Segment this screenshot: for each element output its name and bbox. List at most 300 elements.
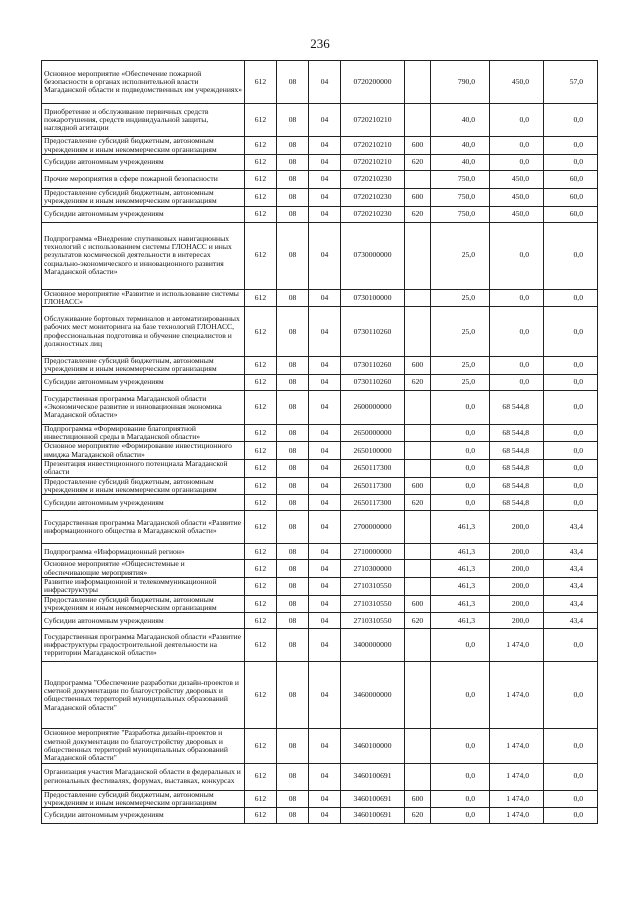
row-ved-cell: 612 <box>245 104 277 137</box>
row-subsection-cell: 04 <box>309 390 341 424</box>
row-section-cell: 08 <box>277 662 309 729</box>
row-amount-2-cell: 68 544,8 <box>490 495 544 511</box>
row-target-article-cell: 2700000000 <box>341 511 405 544</box>
row-subsection-cell: 04 <box>309 357 341 375</box>
row-ved-cell: 612 <box>245 374 277 390</box>
row-ved-cell: 612 <box>245 578 277 596</box>
row-section-cell: 08 <box>277 307 309 357</box>
row-target-article-cell: 3460100000 <box>341 729 405 763</box>
row-target-article-cell: 0720210210 <box>341 104 405 137</box>
row-subsection-cell: 04 <box>309 307 341 357</box>
row-subsection-cell: 04 <box>309 477 341 495</box>
table-row <box>42 763 598 790</box>
row-section-cell: 08 <box>277 390 309 424</box>
row-amount-3-cell: 0,0 <box>544 477 598 495</box>
row-amount-1-cell: 25,0 <box>431 222 490 289</box>
row-expense-type-cell: 620 <box>405 495 431 511</box>
row-subsection-cell: 04 <box>309 763 341 790</box>
row-target-article-cell: 2600000000 <box>341 390 405 424</box>
row-amount-2-cell: 450,0 <box>490 189 544 207</box>
table-row <box>42 206 598 222</box>
row-amount-2-cell: 68 544,8 <box>490 390 544 424</box>
row-amount-1-cell: 0,0 <box>431 662 490 729</box>
row-amount-3-cell: 43,4 <box>544 595 598 613</box>
row-amount-1-cell: 40,0 <box>431 104 490 137</box>
row-ved-cell: 612 <box>245 137 277 155</box>
table-row <box>42 61 598 104</box>
row-name-cell: Подпрограмма "Обеспечение разработки дизайн-проектов и сметной документации по благоустройству дворовых и общественных территорий муниципальных образований Магаданской области" <box>42 662 245 729</box>
row-subsection-cell: 04 <box>309 442 341 460</box>
row-subsection-cell: 04 <box>309 189 341 207</box>
table-row <box>42 495 598 511</box>
table-row <box>42 390 598 424</box>
row-name-cell: Государственная программа Магаданской области «Развитие инфраструктуры градостроительной деятельности на территории Магаданской области» <box>42 629 245 662</box>
row-amount-2-cell: 1 474,0 <box>490 763 544 790</box>
row-amount-2-cell: 1 474,0 <box>490 629 544 662</box>
table-row <box>42 477 598 495</box>
row-amount-2-cell: 450,0 <box>490 61 544 104</box>
row-subsection-cell: 04 <box>309 790 341 808</box>
row-amount-2-cell: 68 544,8 <box>490 442 544 460</box>
row-amount-2-cell: 0,0 <box>490 289 544 307</box>
row-ved-cell: 612 <box>245 424 277 442</box>
row-section-cell: 08 <box>277 104 309 137</box>
row-ved-cell: 612 <box>245 662 277 729</box>
table-row <box>42 511 598 544</box>
row-ved-cell: 612 <box>245 629 277 662</box>
row-subsection-cell: 04 <box>309 424 341 442</box>
row-section-cell: 08 <box>277 424 309 442</box>
row-subsection-cell: 04 <box>309 61 341 104</box>
row-amount-3-cell: 43,4 <box>544 560 598 578</box>
row-subsection-cell: 04 <box>309 613 341 629</box>
table-row <box>42 307 598 357</box>
row-amount-1-cell: 0,0 <box>431 442 490 460</box>
row-amount-2-cell: 0,0 <box>490 137 544 155</box>
row-name-cell: Субсидии автономным учреждениям <box>42 808 245 824</box>
row-subsection-cell: 04 <box>309 729 341 763</box>
row-name-cell: Предоставление субсидий бюджетным, автономным учреждениям и иным некоммерческим организациям <box>42 595 245 613</box>
row-amount-2-cell: 0,0 <box>490 104 544 137</box>
row-target-article-cell: 2710000000 <box>341 544 405 560</box>
row-name-cell: Основное мероприятие «Формирование инвестиционного имиджа Магаданской области» <box>42 442 245 460</box>
row-target-article-cell: 2650000000 <box>341 424 405 442</box>
row-amount-3-cell: 0,0 <box>544 790 598 808</box>
row-name-cell: Предоставление субсидий бюджетным, автономным учреждениям и иным некоммерческим организациям <box>42 137 245 155</box>
row-ved-cell: 612 <box>245 495 277 511</box>
row-name-cell: Субсидии автономным учреждениям <box>42 374 245 390</box>
row-amount-2-cell: 200,0 <box>490 613 544 629</box>
table-row <box>42 459 598 477</box>
row-expense-type-cell: 600 <box>405 357 431 375</box>
row-ved-cell: 612 <box>245 459 277 477</box>
row-name-cell: Приобретение и обслуживание первичных средств пожаротушения, средств индивидуальной защиты, наглядной агитации <box>42 104 245 137</box>
row-amount-3-cell: 60,0 <box>544 171 598 189</box>
row-section-cell: 08 <box>277 729 309 763</box>
row-expense-type-cell: 600 <box>405 595 431 613</box>
row-section-cell: 08 <box>277 578 309 596</box>
row-target-article-cell: 2710300000 <box>341 560 405 578</box>
row-target-article-cell: 0720210230 <box>341 171 405 189</box>
row-name-cell: Обслуживание бортовых терминалов и автоматизированных рабочих мест мониторинга на базе технологий ГЛОНАСС, профессиональная подготовка и обучение специалистов и должностных лиц <box>42 307 245 357</box>
row-amount-3-cell: 0,0 <box>544 459 598 477</box>
row-expense-type-cell: 600 <box>405 790 431 808</box>
row-subsection-cell: 04 <box>309 495 341 511</box>
row-amount-1-cell: 461,3 <box>431 544 490 560</box>
row-expense-type-cell <box>405 578 431 596</box>
row-amount-3-cell: 0,0 <box>544 763 598 790</box>
row-amount-3-cell: 0,0 <box>544 357 598 375</box>
row-subsection-cell: 04 <box>309 137 341 155</box>
row-target-article-cell: 3460000000 <box>341 662 405 729</box>
table-row <box>42 662 598 729</box>
row-section-cell: 08 <box>277 629 309 662</box>
row-amount-1-cell: 461,3 <box>431 560 490 578</box>
table-row <box>42 289 598 307</box>
table-row <box>42 104 598 137</box>
row-name-cell: Подпрограмма «Формирование благоприятной инвестиционной среды в Магаданской области» <box>42 424 245 442</box>
row-expense-type-cell: 600 <box>405 137 431 155</box>
row-amount-3-cell: 0,0 <box>544 424 598 442</box>
row-section-cell: 08 <box>277 137 309 155</box>
row-target-article-cell: 3460100691 <box>341 763 405 790</box>
table-row <box>42 442 598 460</box>
row-amount-3-cell: 60,0 <box>544 206 598 222</box>
row-amount-3-cell: 0,0 <box>544 155 598 171</box>
row-target-article-cell: 0730110260 <box>341 307 405 357</box>
row-section-cell: 08 <box>277 544 309 560</box>
row-target-article-cell: 2710310550 <box>341 613 405 629</box>
row-expense-type-cell: 600 <box>405 477 431 495</box>
row-amount-1-cell: 0,0 <box>431 729 490 763</box>
row-amount-1-cell: 0,0 <box>431 495 490 511</box>
row-expense-type-cell <box>405 442 431 460</box>
row-name-cell: Субсидии автономным учреждениям <box>42 613 245 629</box>
row-amount-3-cell: 0,0 <box>544 495 598 511</box>
row-amount-1-cell: 0,0 <box>431 477 490 495</box>
row-section-cell: 08 <box>277 357 309 375</box>
row-amount-3-cell: 43,4 <box>544 613 598 629</box>
row-amount-2-cell: 1 474,0 <box>490 808 544 824</box>
row-amount-3-cell: 0,0 <box>544 137 598 155</box>
row-ved-cell: 612 <box>245 307 277 357</box>
row-ved-cell: 612 <box>245 171 277 189</box>
row-section-cell: 08 <box>277 442 309 460</box>
row-amount-1-cell: 40,0 <box>431 137 490 155</box>
row-name-cell: Основное мероприятие «Развитие и использование системы ГЛОНАСС» <box>42 289 245 307</box>
row-amount-2-cell: 200,0 <box>490 578 544 596</box>
row-target-article-cell: 0720210210 <box>341 137 405 155</box>
row-ved-cell: 612 <box>245 357 277 375</box>
row-amount-1-cell: 25,0 <box>431 374 490 390</box>
row-target-article-cell: 2710310550 <box>341 578 405 596</box>
row-amount-2-cell: 0,0 <box>490 155 544 171</box>
row-ved-cell: 612 <box>245 560 277 578</box>
row-name-cell: Основное мероприятие "Разработка дизайн-проектов и сметной документации по благоустройству дворовых и общественных территорий муниципальных образований Магаданской области" <box>42 729 245 763</box>
row-name-cell: Предоставление субсидий бюджетным, автономным учреждениям и иным некоммерческим организациям <box>42 189 245 207</box>
row-expense-type-cell <box>405 560 431 578</box>
row-target-article-cell: 0730000000 <box>341 222 405 289</box>
table-row <box>42 189 598 207</box>
row-amount-1-cell: 461,3 <box>431 511 490 544</box>
row-target-article-cell: 0720200000 <box>341 61 405 104</box>
row-amount-1-cell: 750,0 <box>431 189 490 207</box>
row-ved-cell: 612 <box>245 442 277 460</box>
row-amount-1-cell: 40,0 <box>431 155 490 171</box>
row-ved-cell: 612 <box>245 155 277 171</box>
table-row <box>42 613 598 629</box>
page-number: 236 <box>310 36 330 51</box>
row-amount-3-cell: 0,0 <box>544 104 598 137</box>
row-expense-type-cell <box>405 544 431 560</box>
row-ved-cell: 612 <box>245 595 277 613</box>
row-ved-cell: 612 <box>245 222 277 289</box>
row-amount-1-cell: 0,0 <box>431 808 490 824</box>
row-subsection-cell: 04 <box>309 662 341 729</box>
row-amount-2-cell: 68 544,8 <box>490 424 544 442</box>
row-section-cell: 08 <box>277 206 309 222</box>
row-name-cell: Развитие информационной и телекоммуникационной инфраструктуры <box>42 578 245 596</box>
row-target-article-cell: 0720210230 <box>341 189 405 207</box>
row-amount-1-cell: 0,0 <box>431 459 490 477</box>
row-amount-2-cell: 200,0 <box>490 544 544 560</box>
row-amount-3-cell: 0,0 <box>544 222 598 289</box>
row-expense-type-cell <box>405 104 431 137</box>
row-amount-2-cell: 200,0 <box>490 595 544 613</box>
row-amount-2-cell: 1 474,0 <box>490 729 544 763</box>
row-amount-1-cell: 25,0 <box>431 357 490 375</box>
row-name-cell: Предоставление субсидий бюджетным, автономным учреждениям и иным некоммерческим организациям <box>42 357 245 375</box>
row-amount-3-cell: 0,0 <box>544 808 598 824</box>
row-ved-cell: 612 <box>245 790 277 808</box>
row-ved-cell: 612 <box>245 763 277 790</box>
row-expense-type-cell: 620 <box>405 155 431 171</box>
row-amount-3-cell: 0,0 <box>544 390 598 424</box>
row-amount-1-cell: 461,3 <box>431 613 490 629</box>
row-subsection-cell: 04 <box>309 808 341 824</box>
row-amount-2-cell: 0,0 <box>490 357 544 375</box>
row-name-cell: Предоставление субсидий бюджетным, автономным учреждениям и иным некоммерческим организациям <box>42 790 245 808</box>
row-ved-cell: 612 <box>245 289 277 307</box>
row-amount-1-cell: 750,0 <box>431 206 490 222</box>
row-amount-3-cell: 0,0 <box>544 374 598 390</box>
row-amount-2-cell: 0,0 <box>490 307 544 357</box>
row-expense-type-cell <box>405 222 431 289</box>
row-expense-type-cell <box>405 763 431 790</box>
row-ved-cell: 612 <box>245 390 277 424</box>
row-target-article-cell: 0720210230 <box>341 206 405 222</box>
table-row <box>42 374 598 390</box>
row-name-cell: Основное мероприятие «Обеспечение пожарной безопасности в органах исполнительной власти Магаданской области и подведомственных им учреждениях» <box>42 61 245 104</box>
row-ved-cell: 612 <box>245 61 277 104</box>
row-amount-1-cell: 790,0 <box>431 61 490 104</box>
table-row <box>42 357 598 375</box>
row-target-article-cell: 2650100000 <box>341 442 405 460</box>
row-amount-1-cell: 0,0 <box>431 390 490 424</box>
row-amount-3-cell: 60,0 <box>544 189 598 207</box>
row-section-cell: 08 <box>277 808 309 824</box>
row-subsection-cell: 04 <box>309 544 341 560</box>
row-amount-1-cell: 0,0 <box>431 424 490 442</box>
row-amount-3-cell: 57,0 <box>544 61 598 104</box>
row-subsection-cell: 04 <box>309 511 341 544</box>
row-expense-type-cell: 620 <box>405 808 431 824</box>
row-name-cell: Субсидии автономным учреждениям <box>42 495 245 511</box>
row-subsection-cell: 04 <box>309 459 341 477</box>
row-expense-type-cell <box>405 662 431 729</box>
row-amount-3-cell: 43,4 <box>544 511 598 544</box>
row-section-cell: 08 <box>277 459 309 477</box>
row-amount-1-cell: 461,3 <box>431 578 490 596</box>
row-name-cell: Субсидии автономным учреждениям <box>42 206 245 222</box>
row-ved-cell: 612 <box>245 544 277 560</box>
row-amount-2-cell: 68 544,8 <box>490 477 544 495</box>
row-section-cell: 08 <box>277 560 309 578</box>
row-section-cell: 08 <box>277 511 309 544</box>
row-section-cell: 08 <box>277 61 309 104</box>
row-section-cell: 08 <box>277 289 309 307</box>
row-target-article-cell: 2650117300 <box>341 495 405 511</box>
budget-table <box>41 60 598 824</box>
row-section-cell: 08 <box>277 189 309 207</box>
row-expense-type-cell <box>405 61 431 104</box>
row-ved-cell: 612 <box>245 189 277 207</box>
row-target-article-cell: 0730110260 <box>341 374 405 390</box>
row-amount-3-cell: 0,0 <box>544 289 598 307</box>
table-row <box>42 155 598 171</box>
row-amount-2-cell: 1 474,0 <box>490 662 544 729</box>
row-amount-1-cell: 25,0 <box>431 289 490 307</box>
row-expense-type-cell <box>405 459 431 477</box>
row-ved-cell: 612 <box>245 477 277 495</box>
row-subsection-cell: 04 <box>309 629 341 662</box>
row-amount-2-cell: 68 544,8 <box>490 459 544 477</box>
row-ved-cell: 612 <box>245 613 277 629</box>
row-target-article-cell: 3460100691 <box>341 808 405 824</box>
row-expense-type-cell <box>405 171 431 189</box>
row-amount-3-cell: 0,0 <box>544 629 598 662</box>
row-expense-type-cell <box>405 511 431 544</box>
row-subsection-cell: 04 <box>309 171 341 189</box>
row-name-cell: Организация участия Магаданской области в федеральных и региональных фестивалях, форумах, выставках, конкурсах <box>42 763 245 790</box>
row-amount-3-cell: 43,4 <box>544 578 598 596</box>
row-section-cell: 08 <box>277 477 309 495</box>
row-section-cell: 08 <box>277 613 309 629</box>
table-row <box>42 629 598 662</box>
row-subsection-cell: 04 <box>309 560 341 578</box>
row-name-cell: Прочие мероприятия в сфере пожарной безопасности <box>42 171 245 189</box>
row-expense-type-cell <box>405 390 431 424</box>
row-amount-1-cell: 461,3 <box>431 595 490 613</box>
row-amount-2-cell: 200,0 <box>490 560 544 578</box>
row-section-cell: 08 <box>277 155 309 171</box>
table-row <box>42 222 598 289</box>
table-row <box>42 790 598 808</box>
row-amount-1-cell: 0,0 <box>431 790 490 808</box>
row-amount-1-cell: 25,0 <box>431 307 490 357</box>
row-amount-1-cell: 0,0 <box>431 763 490 790</box>
row-name-cell: Подпрограмма «Информационный регион» <box>42 544 245 560</box>
row-ved-cell: 612 <box>245 511 277 544</box>
row-amount-1-cell: 750,0 <box>431 171 490 189</box>
row-target-article-cell: 0730100000 <box>341 289 405 307</box>
table-row <box>42 544 598 560</box>
row-section-cell: 08 <box>277 374 309 390</box>
row-subsection-cell: 04 <box>309 595 341 613</box>
row-expense-type-cell: 600 <box>405 189 431 207</box>
row-section-cell: 08 <box>277 595 309 613</box>
row-amount-3-cell: 43,4 <box>544 544 598 560</box>
row-subsection-cell: 04 <box>309 578 341 596</box>
row-subsection-cell: 04 <box>309 222 341 289</box>
row-target-article-cell: 0730110260 <box>341 357 405 375</box>
row-amount-2-cell: 1 474,0 <box>490 790 544 808</box>
row-expense-type-cell: 620 <box>405 613 431 629</box>
row-amount-2-cell: 0,0 <box>490 222 544 289</box>
row-amount-3-cell: 0,0 <box>544 307 598 357</box>
row-amount-1-cell: 0,0 <box>431 629 490 662</box>
table-row <box>42 729 598 763</box>
row-amount-2-cell: 450,0 <box>490 206 544 222</box>
row-expense-type-cell: 620 <box>405 374 431 390</box>
row-target-article-cell: 2650117300 <box>341 477 405 495</box>
row-section-cell: 08 <box>277 763 309 790</box>
table-row <box>42 137 598 155</box>
row-target-article-cell: 3460100691 <box>341 790 405 808</box>
table-row <box>42 424 598 442</box>
row-ved-cell: 612 <box>245 729 277 763</box>
row-amount-2-cell: 450,0 <box>490 171 544 189</box>
row-expense-type-cell <box>405 629 431 662</box>
row-name-cell: Основное мероприятие «Общесистемные и обеспечивающие мероприятия» <box>42 560 245 578</box>
row-name-cell: Государственная программа Магаданской области «Развитие информационного общества в Магаданской области» <box>42 511 245 544</box>
row-section-cell: 08 <box>277 790 309 808</box>
row-subsection-cell: 04 <box>309 374 341 390</box>
row-subsection-cell: 04 <box>309 155 341 171</box>
row-expense-type-cell <box>405 729 431 763</box>
row-expense-type-cell <box>405 289 431 307</box>
row-subsection-cell: 04 <box>309 206 341 222</box>
row-section-cell: 08 <box>277 495 309 511</box>
row-target-article-cell: 3400000000 <box>341 629 405 662</box>
row-section-cell: 08 <box>277 171 309 189</box>
row-target-article-cell: 2710310550 <box>341 595 405 613</box>
row-expense-type-cell <box>405 424 431 442</box>
row-amount-2-cell: 200,0 <box>490 511 544 544</box>
row-expense-type-cell: 620 <box>405 206 431 222</box>
table-row <box>42 560 598 578</box>
row-ved-cell: 612 <box>245 206 277 222</box>
row-amount-3-cell: 0,0 <box>544 662 598 729</box>
table-row <box>42 578 598 596</box>
row-expense-type-cell <box>405 307 431 357</box>
table-row <box>42 808 598 824</box>
row-amount-3-cell: 0,0 <box>544 442 598 460</box>
row-subsection-cell: 04 <box>309 289 341 307</box>
table-row <box>42 171 598 189</box>
row-name-cell: Государственная программа Магаданской области «Экономическое развитие и инновационная экономика Магаданской области» <box>42 390 245 424</box>
row-name-cell: Субсидии автономным учреждениям <box>42 155 245 171</box>
table-row <box>42 595 598 613</box>
row-section-cell: 08 <box>277 222 309 289</box>
row-subsection-cell: 04 <box>309 104 341 137</box>
row-target-article-cell: 2650117300 <box>341 459 405 477</box>
row-name-cell: Презентация инвестиционного потенциала Магаданской области <box>42 459 245 477</box>
row-target-article-cell: 0720210210 <box>341 155 405 171</box>
row-name-cell: Предоставление субсидий бюджетным, автономным учреждениям и иным некоммерческим организациям <box>42 477 245 495</box>
row-ved-cell: 612 <box>245 808 277 824</box>
row-amount-2-cell: 0,0 <box>490 374 544 390</box>
